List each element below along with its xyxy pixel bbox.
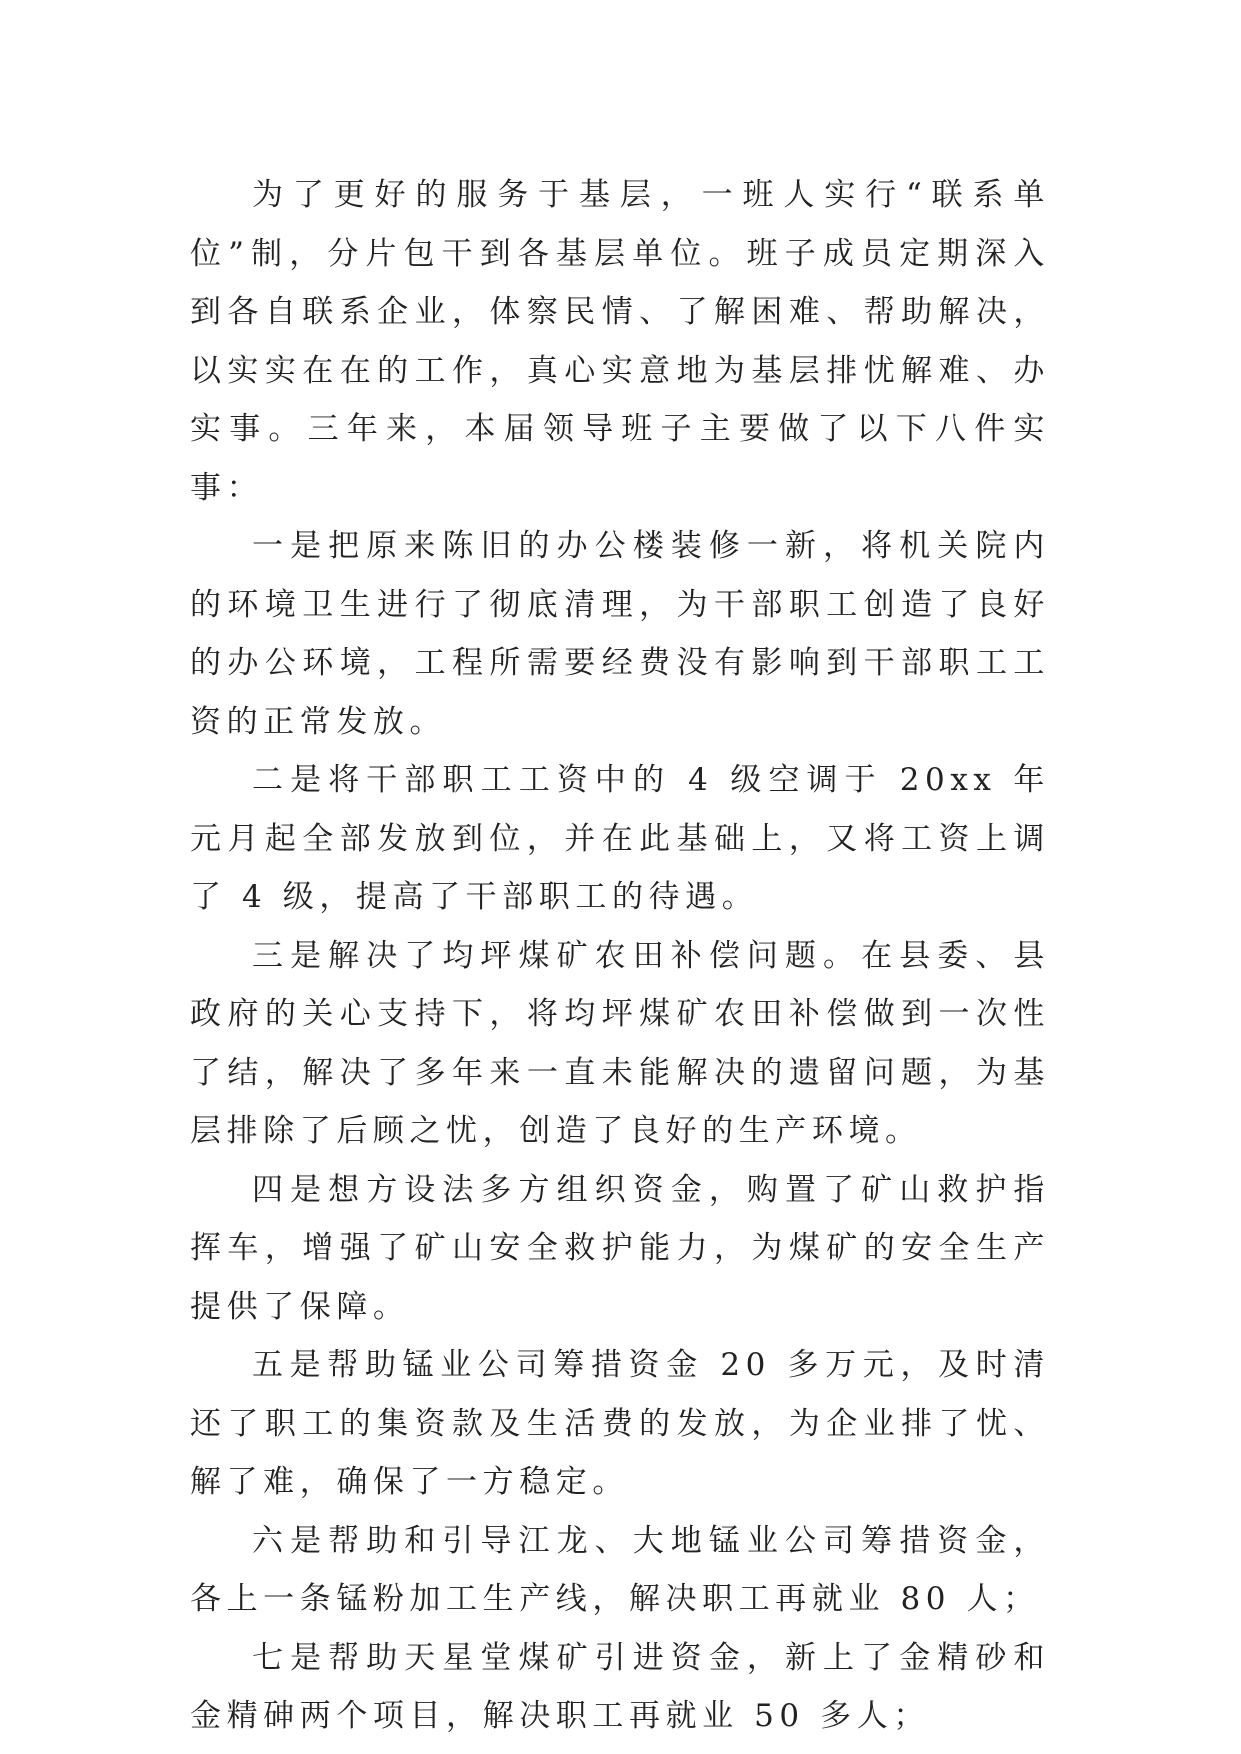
document-body	[190, 166, 1050, 1746]
paragraph-item-1: 一是把原来陈旧的办公楼装修一新，将机关院内的环境卫生进行了彻底清理，为干部职工创造了良好的办公环境，工程所需要经费没有影响到干部职工工资的正常发放。	[190, 528, 1050, 740]
paragraph-item-3: 三是解决了均坪煤矿农田补偿问题。在县委、县政府的关心支持下，将均坪煤矿农田补偿做到一次性了结，解决了多年来一直未能解决的遗留问题，为基层排除了后顾之忧，创造了良好的生产环境。	[190, 937, 1050, 1149]
paragraph-item-5: 五是帮助锰业公司筹措资金 20 多万元，及时清还了职工的集资款及生活费的发放，为企业排了忧、解了难，确保了一方稳定。	[190, 1347, 1050, 1500]
paragraph-item-6: 六是帮助和引导江龙、大地锰业公司筹措资金，各上一条锰粉加工生产线，解决职工再就业 80 人；	[190, 1522, 1050, 1617]
paragraph-intro: 为了更好的服务于基层，一班人实行“联系单位”制，分片包干到各基层单位。班子成员定期深入到各自联系企业，体察民情、了解困难、帮助解决，以实实在在的工作，真心实意地为基层排忧解难、办实事。三年来，本届领导班子主要做了以下八件实事：	[190, 177, 1050, 506]
paragraph-item-4: 四是想方设法多方组织资金，购置了矿山救护指挥车，增强了矿山安全救护能力，为煤矿的安全生产提供了保障。	[190, 1171, 1050, 1325]
paragraph-item-2: 二是将干部职工工资中的 4 级空调于 20xx 年元月起全部发放到位，并在此基础上，又将工资上调了 4 级，提高了干部职工的待遇。	[190, 762, 1050, 915]
paragraph-item-7: 七是帮助天星堂煤矿引进资金，新上了金精砂和金精砷两个项目，解决职工再就业 50 多人；	[190, 1639, 1050, 1734]
